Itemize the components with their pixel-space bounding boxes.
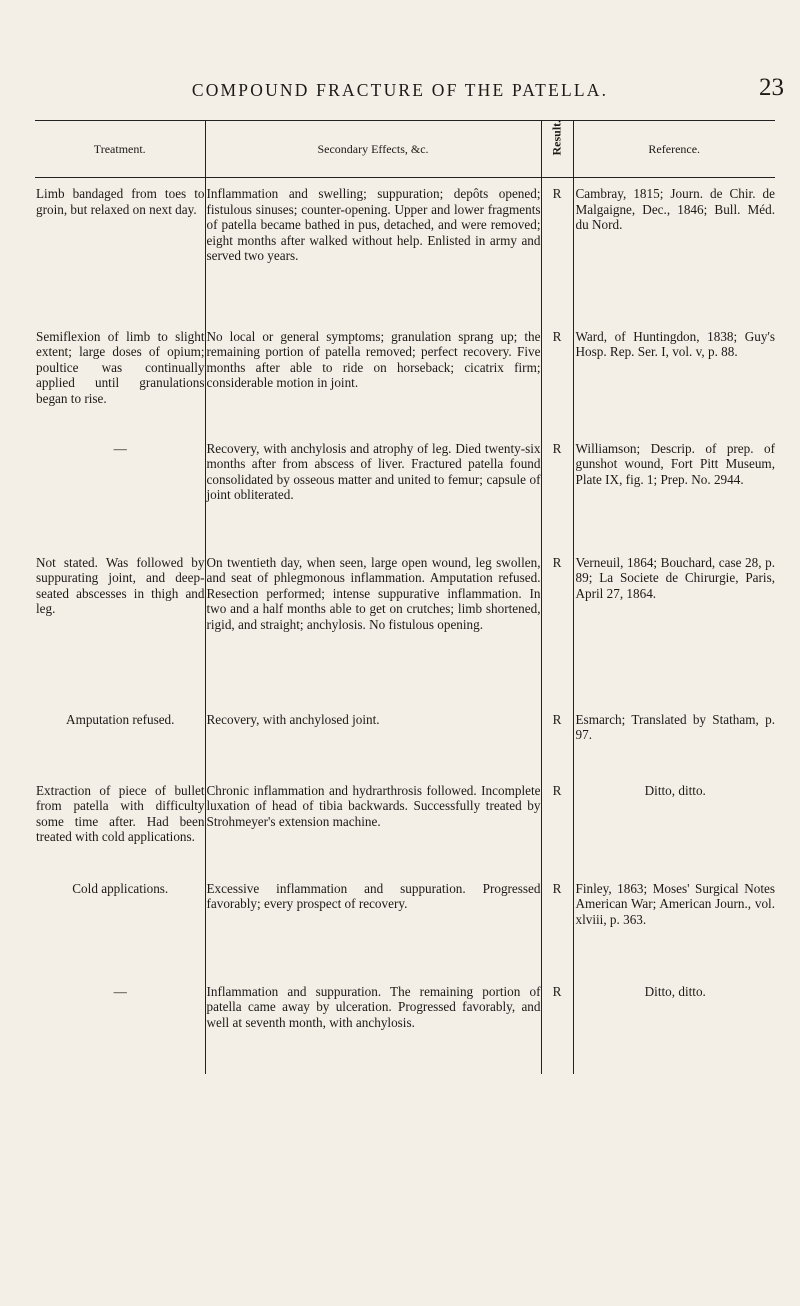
secondary-cell: Inflammation and suppuration. The remaining portion of patella came away by ulceration. Progressed favorably, and well at seventh month, with anchylosis. xyxy=(205,976,541,1074)
result-cell: R xyxy=(541,433,573,547)
column-header-result-label: Result. xyxy=(549,119,564,155)
secondary-cell: Inflammation and swelling; suppuration; depôts opened; fistulous sinuses; counter-opening. Upper and lower fragments of patella became bathed in pus, detached, and were removed; eight months after walked without help. Enlisted in army and served two years. xyxy=(205,178,541,321)
result-cell: R xyxy=(541,976,573,1074)
result-cell: R xyxy=(541,321,573,433)
column-header-result xyxy=(541,121,573,178)
table-header-row xyxy=(35,121,775,178)
table-row xyxy=(35,547,775,704)
treatment-cell: Extraction of piece of bullet from patella with difficulty some time after. Had been treated with cold applications. xyxy=(36,782,205,844)
running-title: COMPOUND FRACTURE OF THE PATELLA. xyxy=(191,80,609,100)
reference-cell: Verneuil, 1864; Bouchard, case 28, p. 89; La Societe de Chirurgie, Paris, April 27, 1864. xyxy=(573,547,775,704)
secondary-cell: No local or general symptoms; granulation sprang up; the remaining portion of patella removed; perfect recovery. Five months after able to ride on horseback; cicatrix firm; considerable motion in joint. xyxy=(205,321,541,433)
result-cell: R xyxy=(541,873,573,976)
treatment-cell: Amputation refused. xyxy=(66,711,175,727)
secondary-cell: On twentieth day, when seen, large open wound, leg swollen, and seat of phlegmonous inflammation. Amputation refused. Resection performed; intense suppurative inflammation. In two and a half months able to get on crutches; limb shortened, rigid, and straight; anchylosis. No fistulous opening. xyxy=(205,547,541,704)
treatment-cell: Semiflexion of limb to slight extent; large doses of opium; poultice was continually applied until granulations began to rise. xyxy=(36,328,205,406)
reference-cell: Ditto, ditto. xyxy=(573,976,775,1074)
table-row xyxy=(35,321,775,433)
running-header xyxy=(10,74,790,110)
reference-cell: Esmarch; Translated by Statham, p. 97. xyxy=(573,704,775,775)
treatment-cell: — xyxy=(113,440,127,456)
result-cell: R xyxy=(541,178,573,321)
secondary-cell: Recovery, with anchylosis and atrophy of leg. Died twenty-six months after from abscess of liver. Fractured patella found consolidated by osseous matter and united to femur; capsule of joint obliterated. xyxy=(205,433,541,547)
column-header-treatment: Treatment. xyxy=(35,121,205,178)
column-header-secondary: Secondary Effects, &c. xyxy=(205,121,541,178)
page-number: 23 xyxy=(759,74,784,101)
treatment-cell: — xyxy=(113,983,127,999)
reference-cell: Williamson; Descrip. of prep. of gunshot wound, Fort Pitt Museum, Plate IX, fig. 1; Prep. No. 2944. xyxy=(573,433,775,547)
treatment-cell: Not stated. Was followed by suppurating joint, and deep-seated abscesses in thigh and leg. xyxy=(36,554,205,616)
table-row xyxy=(35,704,775,775)
reference-cell: Finley, 1863; Moses' Surgical Notes American War; American Journ., vol. xlviii, p. 363. xyxy=(573,873,775,976)
treatment-cell: Cold applications. xyxy=(72,880,169,896)
result-cell: R xyxy=(541,547,573,704)
table-row xyxy=(35,976,775,1074)
reference-cell: Ward, of Huntingdon, 1838; Guy's Hosp. Rep. Ser. I, vol. v, p. 88. xyxy=(573,321,775,433)
result-cell: R xyxy=(541,704,573,775)
reference-cell: Cambray, 1815; Journ. de Chir. de Malgaigne, Dec., 1846; Bull. Méd. du Nord. xyxy=(573,178,775,321)
reference-cell: Ditto, ditto. xyxy=(573,775,775,873)
secondary-cell: Chronic inflammation and hydrarthrosis followed. Incomplete luxation of head of tibia backwards. Successfully treated by Strohmeyer's extension machine. xyxy=(205,775,541,873)
secondary-cell: Excessive inflammation and suppuration. Progressed favorably; every prospect of recovery. xyxy=(205,873,541,976)
table-row xyxy=(35,178,775,321)
secondary-cell: Recovery, with anchylosed joint. xyxy=(205,704,541,775)
table-row xyxy=(35,873,775,976)
result-cell: R xyxy=(541,775,573,873)
table-row xyxy=(35,433,775,547)
case-table xyxy=(35,120,775,1074)
table-row xyxy=(35,775,775,873)
column-header-reference: Reference. xyxy=(573,121,775,178)
treatment-cell: Limb bandaged from toes to groin, but relaxed on next day. xyxy=(36,186,205,217)
